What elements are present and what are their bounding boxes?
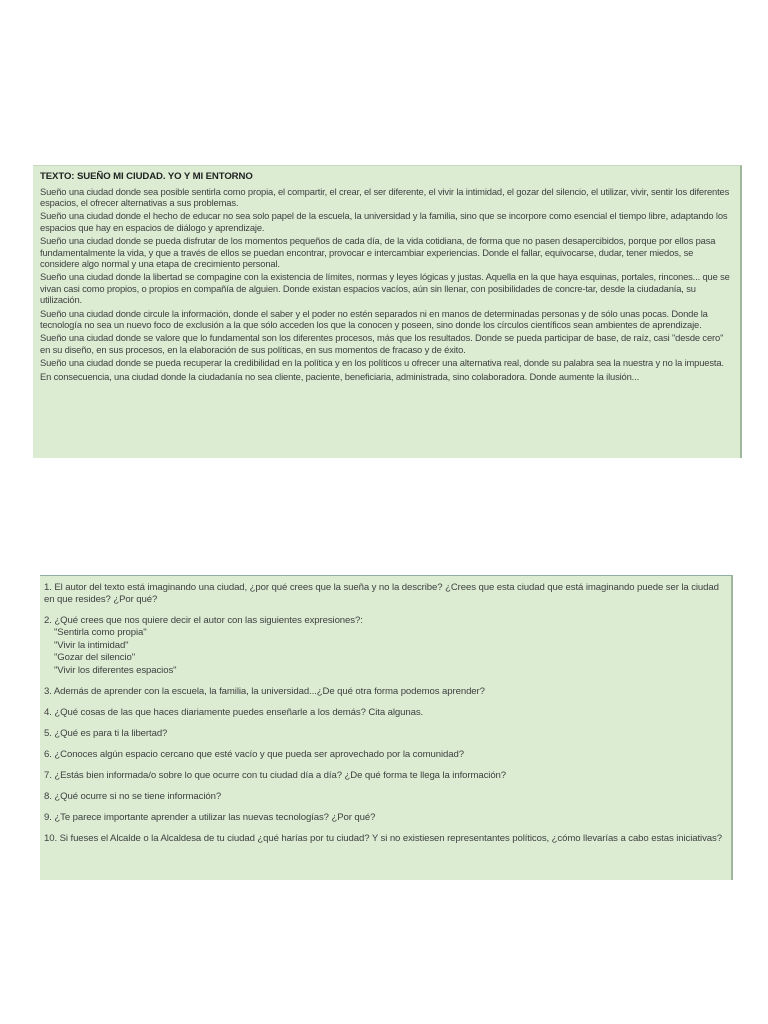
question-2	[44, 615, 723, 677]
expression-item: "Vivir los diferentes espacios"	[54, 664, 177, 676]
text-paragraph-7: Sueño una ciudad donde se pueda recuperar la credibilidad en la política y en los políticos u ofrecer una alternativa real, donde su palabra sea la nuestra y no la impuesta.	[40, 357, 724, 369]
expression-item: "Sentirla como propia"	[54, 627, 147, 638]
question-3: 3. Además de aprender con la escuela, la familia, la universidad...¿De qué otra forma podemos aprender?	[44, 686, 485, 697]
question-10: 10. Si fueses el Alcalde o la Alcaldesa de tu ciudad ¿qué harías por tu ciudad? Y si no existiesen representantes políticos, ¿cómo llevarías a cabo estas iniciativas?	[44, 833, 722, 844]
question-5: 5. ¿Qué es para ti la libertad?	[44, 728, 168, 739]
text-title: TEXTO: SUEÑO MI CIUDAD. YO Y MI ENTORNO	[40, 171, 253, 182]
text-paragraph-1: Sueño una ciudad donde sea posible sentirla como propia, el compartir, el crear, el ser diferente, el vivir la intimidad, el gozar del silencio, el utilizar, vivir, sentir los diferentes espacios, el ofrecer alternativas a sus problemas.	[40, 185, 730, 208]
text-paragraph-4: Sueño una ciudad donde la libertad se compagine con la existencia de límites, normas y leyes lógicas y justas. Aquella en la que haya esquinas, portales, rincones... que se vivan casi como propios, o propios en compañía de alguien. Donde existan espacios vacíos, aún sin llenar, con posibilidades de concre-tar, desde la ciudadanía, su utilización.	[40, 271, 730, 305]
question-6: 6. ¿Conoces algún espacio cercano que esté vacío y que pueda ser aprovechado por la comunidad?	[44, 749, 464, 760]
question-7: 7. ¿Estás bien informada/o sobre lo que ocurre con tu ciudad día a día? ¿De qué forma te llega la información?	[44, 770, 507, 781]
text-paragraph-5: Sueño una ciudad donde circule la información, donde el saber y el poder no estén separados ni en manos de determinadas personas y de sólo unas pocas. Donde la tecnología no sea un nuevo foco de exclusión a la que sólo acceden los que la conocen y poseen, sino donde los círculos científicos sean ambientes de aprendizaje.	[40, 307, 708, 330]
questions-box	[40, 575, 733, 880]
text-paragraph-2: Sueño una ciudad donde el hecho de educar no sea solo papel de la escuela, la universidad y la familia, sino que se incorpore como esencial el tiempo libre, adaptando los espacios que hay en espacios de diálogo y aprendizaje.	[40, 210, 728, 233]
expression-item: "Vivir la intimidad"	[54, 639, 129, 651]
question-1: 1. El autor del texto está imaginando una ciudad, ¿por qué crees que la sueña y no la describe? ¿Crees que esta ciudad que está imaginando puede ser la ciudad en que resides? ¿Por qué?	[44, 582, 719, 605]
question-8: 8. ¿Qué ocurre si no se tiene información?	[44, 791, 222, 802]
question-2-text: 2. ¿Qué crees que nos quiere decir el autor con las siguientes expresiones?:	[44, 615, 363, 626]
reading-text-box	[33, 165, 742, 458]
question-9: 9. ¿Te parece importante aprender a utilizar las nuevas tecnologías? ¿Por qué?	[44, 812, 376, 823]
expression-item: "Gozar del silencio"	[54, 652, 136, 663]
text-paragraph-6: Sueño una ciudad donde se valore que lo fundamental son los diferentes procesos, más que los resultados. Donde se pueda participar de base, de raíz, casi "desde cero" en su diseño, en sus procesos, en la elaboración de sus políticas, en sus momentos de fracaso y de éxito.	[40, 332, 724, 355]
question-4: 4. ¿Qué cosas de las que haces diariamente puedes enseñarle a los demás? Cita algunas.	[44, 707, 424, 718]
text-paragraph-8: En consecuencia, una ciudad donde la ciudadanía no sea cliente, paciente, beneficiaria, administrada, sino colaboradora. Donde aumente la ilusión...	[40, 371, 640, 383]
text-paragraph-3: Sueño una ciudad donde se pueda disfrutar de los momentos pequeños de cada día, de la vida cotidiana, de forma que no pasen desapercibidos, porque por ellos pasa fundamentalmente la vida, y que a través de ellos se puedan encontrar, provocar e intercambiar experiencias. Donde el fallar, equivocarse, dudar, tener miedos, se considere algo normal y una etapa de crecimiento personal.	[40, 235, 716, 269]
